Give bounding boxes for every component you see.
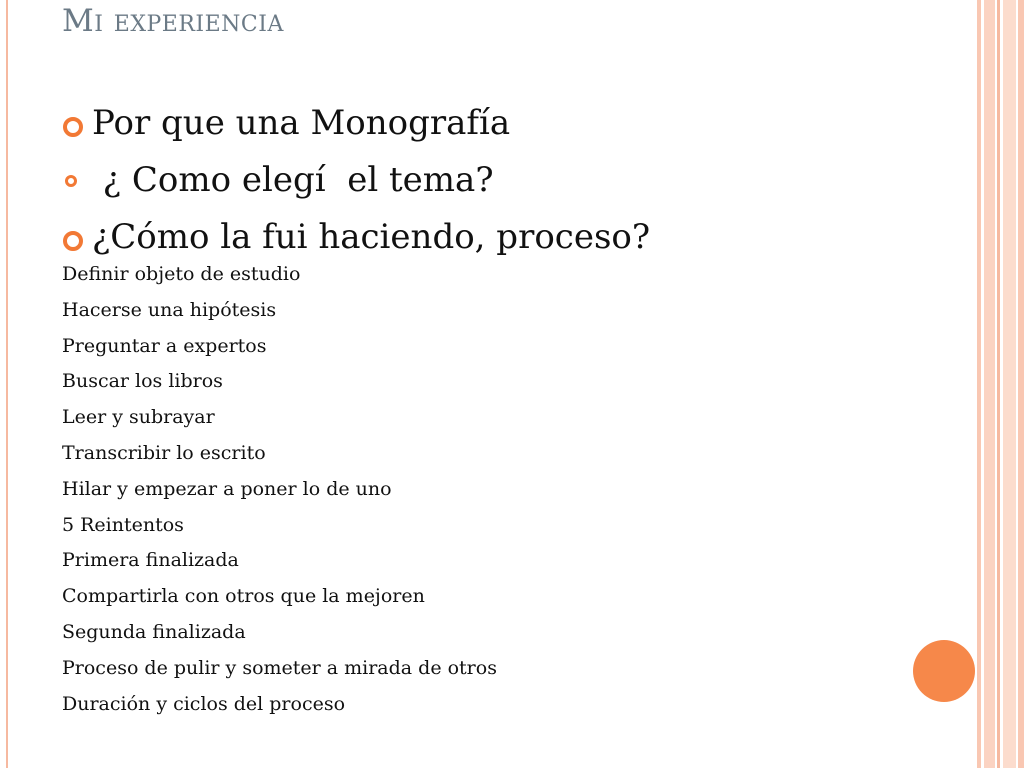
process-step: 5 Reintentos [62,513,184,536]
orange-circle-decoration [913,640,975,702]
process-step: Preguntar a expertos [62,334,267,357]
process-step: Definir objeto de estudio [62,263,301,285]
bullet-text: Por que una Monografía [92,102,511,143]
orange-ring-bullet-icon [63,117,83,137]
bullet-text: ¿Cómo la fui haciendo, proceso? [92,216,651,257]
slide-title: Mi experiencia [62,3,284,39]
process-step: Transcribir lo escrito [62,441,266,464]
process-step: Duración y ciclos del proceso [62,692,346,715]
bullet-text: ¿ Como elegí el tema? [92,159,494,200]
left-border-line [6,0,8,768]
stripe [997,0,1000,768]
process-step: Buscar los libros [62,370,223,393]
right-decorative-stripes [977,0,1024,768]
process-step: Proceso de pulir y someter a mirada de otros [62,656,497,679]
process-step: Leer y subrayar [62,406,215,429]
stripe [984,0,995,768]
process-step: Hacerse una hipótesis [62,298,277,321]
process-step: Hilar y empezar a poner lo de uno [62,477,392,500]
process-step: Compartirla con otros que la mejoren [62,585,425,608]
stripe [1018,0,1024,768]
stripe [977,0,981,768]
stripe [1003,0,1016,768]
orange-ring-bullet-icon [65,175,77,187]
process-steps-list [62,257,497,722]
orange-ring-bullet-icon [63,231,83,251]
process-step: Segunda finalizada [62,620,246,643]
process-step: Primera finalizada [62,549,239,572]
